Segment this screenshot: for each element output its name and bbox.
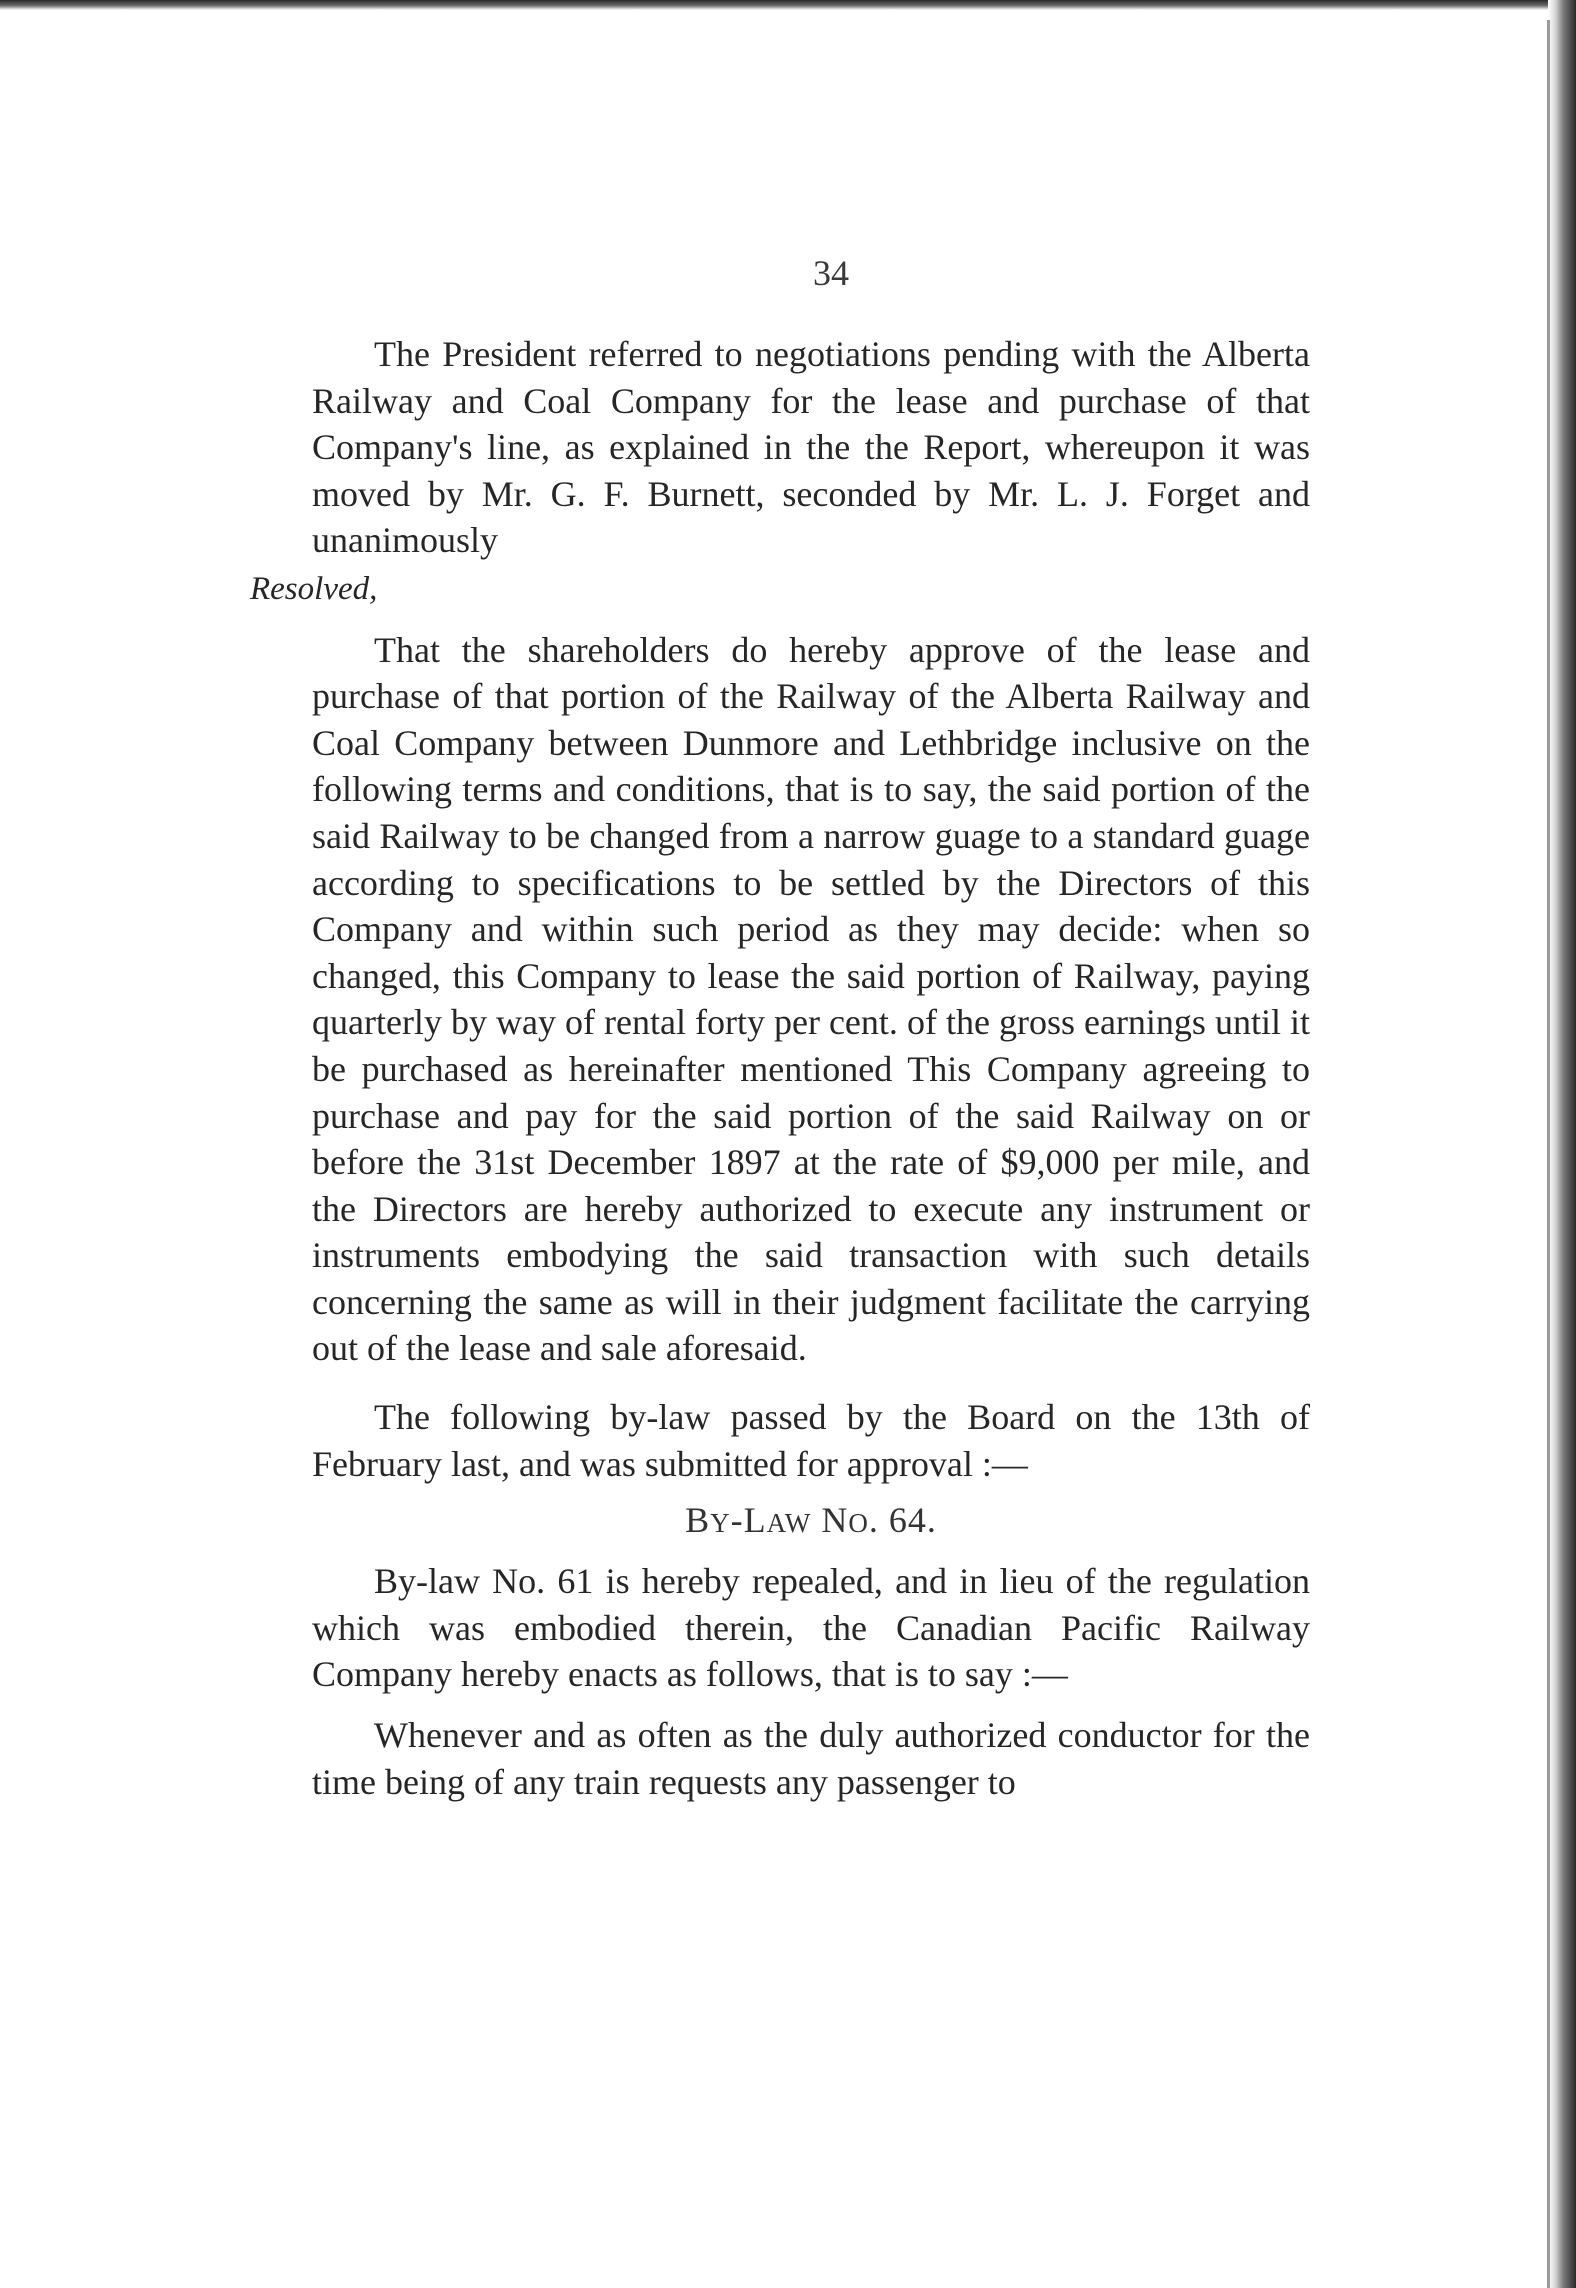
heading-by-rest: Y <box>710 1508 731 1539</box>
scan-right-edge <box>1548 0 1576 2288</box>
paragraph-spacer <box>312 613 1310 627</box>
paragraph-conductor: Whenever and as often as the duly authorized conductor for the time being of any train requests any passenger to <box>312 1715 1310 1802</box>
page-number: 34 <box>813 253 849 293</box>
heading-number: . 64. <box>868 1500 937 1541</box>
scan-top-edge <box>0 0 1576 10</box>
resolved-label: Resolved, <box>250 570 378 607</box>
document-page <box>250 253 1310 1805</box>
heading-law-rest: AW <box>766 1508 812 1539</box>
heading-law-initial: -L <box>730 1500 767 1541</box>
bylaw-heading <box>312 1497 1310 1546</box>
paragraph-spacer <box>312 1372 1310 1394</box>
heading-no-rest: O <box>848 1508 869 1539</box>
heading-by-initial: B <box>685 1500 711 1541</box>
scan-page-border <box>1547 20 1550 2288</box>
paragraph-bylaw-intro: The following by-law passed by the Board on the 13th of February last, and was submitted for approval :— <box>312 1397 1310 1484</box>
paragraph-bylaw-repeal: By-law No. 61 is hereby repealed, and in lieu of the regulation which was embodied therein, the Canadian Pacific Railway Company hereby enacts as follows, that is to say :— <box>312 1561 1310 1695</box>
paragraph-resolution-terms: That the shareholders do hereby approve of the lease and purchase of that portion of the Railway of the Alberta Railway and Coal Company between Dunmore and Lethbridge inclusive on the following terms and conditions, that is to say, the said portion of the said Railway to be changed from a narrow guage to a standard guage according to specifications to be settled by the Directors of this Company and within such period as they may decide: when so changed, this Company to lease the said portion of Railway, paying quarterly by way of rental forty per cent. of the gross earnings until it be purchased as hereinafter mentioned This Company agreeing to purchase and pay for the said portion of the said Railway on or before the 31st December 1897 at the rate of $9,000 per mile, and the Directors are hereby authorized to execute any instrument or instruments embodying the said transaction with such details concerning the same as will in their judgment facilitate the carrying out of the lease and sale aforesaid. <box>312 629 1310 1369</box>
paragraph-text: The President referred to negotiations pending with the Alberta Railway and Coal Company for the lease and purchase of that Company's line, as explained in the the Report, whereupon it was moved by Mr. G. F. Burnett, seconded by Mr. L. J. Forget and unanimously <box>312 334 1310 561</box>
heading-no-initial: N <box>811 1500 849 1541</box>
paragraph-president-negotiations <box>250 331 1310 613</box>
paragraph-spacer <box>312 1698 1310 1712</box>
